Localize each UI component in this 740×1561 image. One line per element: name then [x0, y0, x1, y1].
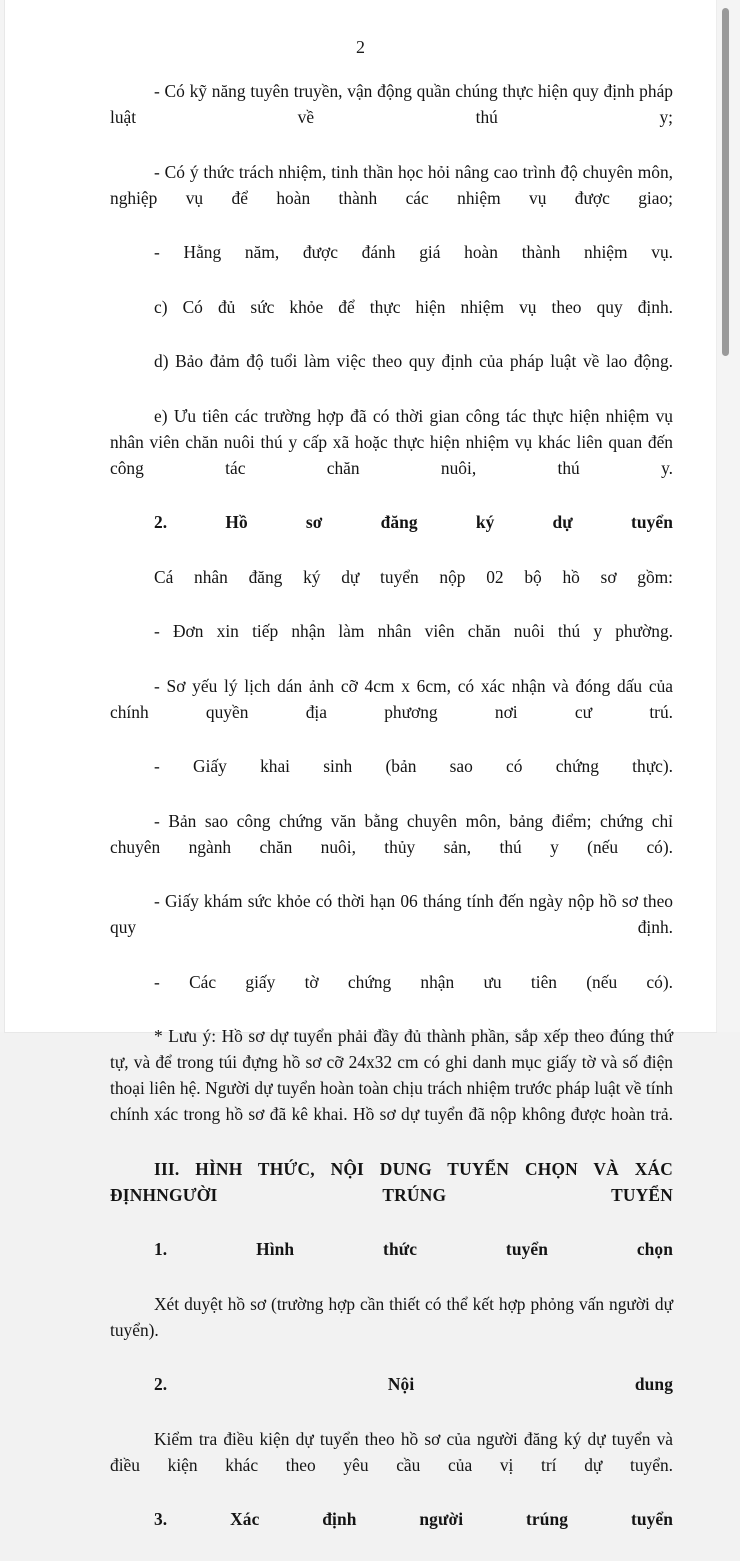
document-page [5, 0, 716, 1529]
heading-3-determine-winner: 3. Xác định người trúng tuyển [154, 1509, 673, 1529]
paragraph-item-d-age: d) Bảo đảm độ tuổi làm việc theo quy định của pháp luật về lao động. [154, 351, 673, 371]
paragraph-health-certificate: - Giấy khám sức khỏe có thời hạn 06 tháng tính đến ngày nộp hồ sơ theo quy định. [110, 891, 673, 937]
page-number: 2 [356, 37, 365, 57]
paragraph-application-form: - Đơn xin tiếp nhận làm nhân viên chăn nuôi thú y phường. [154, 621, 673, 641]
page-right-edge [716, 0, 717, 1032]
paragraph-priority-documents: - Các giấy tờ chứng nhận ưu tiên (nếu có). [154, 971, 673, 992]
scrollbar-thumb[interactable] [722, 8, 729, 356]
heading-2-content: 2. Nội dung [154, 1374, 673, 1394]
paragraph-birth-certificate: - Giấy khai sinh (bản sao có chứng thực). [154, 756, 673, 776]
paragraph-item-c-health: c) Có đủ sức khỏe để thực hiện nhiệm vụ theo quy định. [154, 296, 673, 317]
heading-3-roman-section [110, 1156, 673, 1234]
paragraph-curriculum-vitae: - Sơ yếu lý lịch dán ảnh cỡ 4cm x 6cm, có xác nhận và đóng dấu của chính quyền địa phương nơi cư trú. [110, 675, 673, 722]
paragraph-diploma-copy: - Bản sao công chứng văn bằng chuyên môn, bảng điểm; chứng chỉ chuyên ngành chăn nuôi, thủy sản, thú y (nếu có). [110, 810, 673, 857]
paragraph-annual-evaluation: - Hằng năm, được đánh giá hoàn thành nhiệm vụ. [154, 242, 673, 262]
paragraph-check-conditions: Kiểm tra điều kiện dự tuyển theo hồ sơ của người đăng ký dự tuyển và điều kiện khác theo yêu cầu của vị trí dự tuyển. [110, 1428, 673, 1475]
heading-2-application-dossier: 2. Hồ sơ đăng ký dự tuyển [154, 512, 673, 532]
paragraph-responsibility: - Có ý thức trách nhiệm, tinh thần học hỏi nâng cao trình độ chuyên môn, nghiệp vụ để hoàn thành các nhiệm vụ được giao; [110, 161, 673, 208]
vertical-scrollbar[interactable] [721, 0, 730, 1032]
heading-3-line-2: NGƯỜI TRÚNG TUYỂN [156, 1184, 673, 1205]
paragraph-submit-two-sets: Cá nhân đăng ký dự tuyển nộp 02 bộ hồ sơ gồm: [154, 566, 673, 587]
paragraph-skill-propaganda: - Có kỹ năng tuyên truyền, vận động quần chúng thực hiện quy định pháp luật về thú y; [110, 81, 673, 127]
paragraph-dossier-review: Xét duyệt hồ sơ (trường hợp cần thiết có thể kết hợp phỏng vấn người dự tuyển). [110, 1293, 673, 1340]
paragraph-note-luu-y: * Lưu ý: Hồ sơ dự tuyển phải đầy đủ thành phần, sắp xếp theo đúng thứ tự, và để trong túi đựng hồ sơ cỡ 24x32 cm có ghi danh mục giấy tờ và số điện thoại liên hệ. Người dự tuyển hoàn toàn chịu trách nhiệm trước pháp luật về tính chính xác trong hồ sơ đã kê khai. Hồ sơ dự tuyển đã nộp không được hoàn trả. [110, 1026, 673, 1124]
paragraph-item-e-priority: e) Ưu tiên các trường hợp đã có thời gian công tác thực hiện nhiệm vụ nhân viên chăn nuôi thú y cấp xã hoặc thực hiện nhiệm vụ khác liên quan đến công tác chăn nuôi, thú y. [110, 405, 673, 478]
heading-1-selection-method: 1. Hình thức tuyển chọn [154, 1239, 673, 1259]
heading-3-line-1: III. HÌNH THỨC, NỘI DUNG TUYỂN CHỌN VÀ XÁC ĐỊNH [110, 1158, 673, 1205]
document-body [110, 78, 673, 1561]
